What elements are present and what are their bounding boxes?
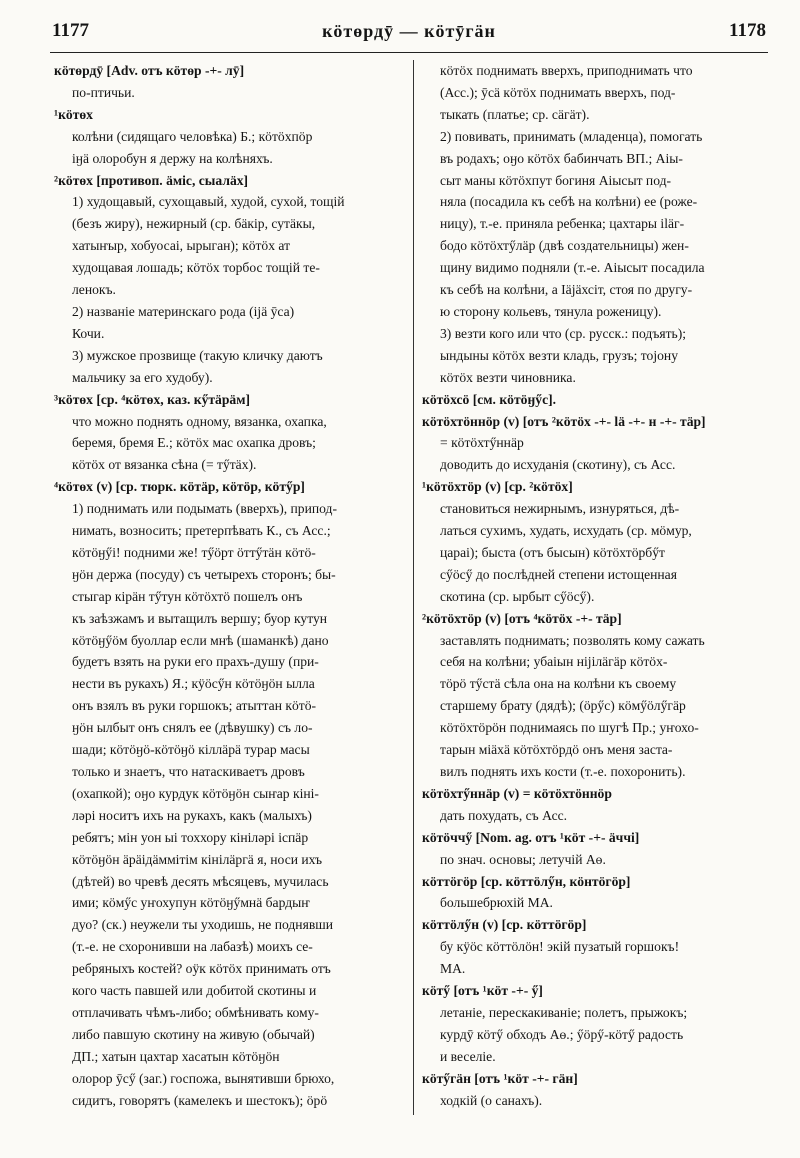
entry-headword-line: ⁴кӧтөх (v) [ср. тюрк. кӧтӓр, кӧтӧр, кӧтӳр] <box>54 479 305 495</box>
entry-text-line: ӈӧн держа (посуду) съ четырехъ сторонъ; бы- <box>72 566 336 582</box>
entry-text-line: латься сухимъ, худать, исхудать (ср. мӧмур, <box>440 523 692 539</box>
entry-text-line: дать похудать, съ Асс. <box>440 807 568 823</box>
entry-text-line: кӧтӧӈӳӧм буоллар если мнѣ (шаманкѣ) дано <box>72 632 329 648</box>
entry-text-line: летаніе, перескакиваніе; полетъ, прыжокъ; <box>440 1004 688 1020</box>
entry-text-line: ходкій (о санахъ). <box>440 1092 543 1108</box>
entry-text-line: Кочи. <box>72 325 105 341</box>
entry-text-line: кого часть павшей или добитой скотины и <box>72 983 317 999</box>
entry-text-line: 3) везти кого или что (ср. русск.: подъять); <box>440 325 687 341</box>
entry-headword-line: кӧтӳ [отъ ¹кӧт -+- ӳ] <box>422 983 543 999</box>
entry-text-line: отплачивать чѣмъ-либо; обмѣнивать кому- <box>72 1004 319 1020</box>
entry-text-line: кӧтӧх поднимать вверхъ, приподнимать что <box>440 63 693 78</box>
entry-text-line: онъ взялъ въ руки горшокъ; атыттан кӧтӧ- <box>72 698 317 714</box>
entry-text-line: олорор ӯсӳ (заг.) госпожа, вынятивши брюхо, <box>72 1070 335 1086</box>
entry-headword-line: кӧттӧлӳн (v) [ср. кӧттӧгӧр] <box>422 917 587 933</box>
entry-text-line: доводить до исхуданія (скотину), съ Асс. <box>440 457 676 473</box>
entry-headword-line: кӧтӧччӳ [Nom. ag. отъ ¹кӧт -+- ӓччі] <box>422 829 640 845</box>
entry-text-line: что можно поднять одному, вязанка, охапка, <box>72 413 327 429</box>
entry-text-line: сӳӧсӳ до послѣдней степени истощенная <box>440 566 677 582</box>
entry-text-line: вилъ поднять ихъ кости (т.-е. похоронить). <box>440 764 686 779</box>
entry-headword-line: ³кӧтөх [ср. ⁴кӧтөх, каз. кӳтӓрӓм] <box>54 391 250 407</box>
right-column <box>422 60 776 1112</box>
entry-text-line: нести въ рукахъ) Я.; кӱӧсӳн кӧтӧӈӧн ылла <box>72 676 315 692</box>
entry-text-line: (безъ жиру), нежирный (ср. бӓкір, сутӓкы, <box>72 216 316 232</box>
entry-text-line: будетъ взять на руки его прахъ-душу (при- <box>72 654 319 670</box>
entry-text-line: скотина (ср. ырбыт сӳӧсӳ). <box>440 588 595 604</box>
entry-text-line: ребятъ; мін уон ыі тоххору кініләрі іспӓр <box>72 829 309 845</box>
entry-text-line: шади; кӧтӧӈӧ-кӧтӧӈӧ кіллӓрӓ турар масы <box>72 742 310 758</box>
entry-text-line: либо павшую скотину на живую (обычай) <box>72 1026 315 1042</box>
entry-text-line: ДП.; хатын цахтар хасатын кӧтӧӈӧн <box>72 1048 280 1064</box>
entry-text-line: щину видимо подняли (т.-е. Аіысыт посадила <box>440 260 705 276</box>
entry-text-line: въ родахъ; оӈо кӧтӧх бабинчать ВП.; Аіы- <box>440 150 683 166</box>
entry-headword-line: кӧттӧгӧр [ср. кӧттӧлӳн, кӧнтӧгӧр] <box>422 873 631 889</box>
entry-text-line: ӈӧн ылбыт онъ снялъ ее (дѣвушку) съ ло- <box>72 720 313 736</box>
entry-text-line: = кӧтӧхтӳннӓр <box>440 435 524 451</box>
entry-text-line: сыт маны кӧтӧхпут богиня Аіысыт под- <box>440 172 672 188</box>
entry-text-line: 2) повивать, принимать (младенца), помогать <box>440 128 703 144</box>
entry-headword-line: кӧтӧхтӳннӓр (v) = кӧтӧхтӧннӧр <box>422 785 612 801</box>
entry-text-line: (охапкой); оӈо курдук кӧтӧӈӧн сыҥар кіні- <box>72 785 319 801</box>
entry-headword-line: ¹кӧтӧхтӧр (v) [ср. ²кӧтӧх] <box>422 479 573 495</box>
entry-headword-line: кӧтӳгӓн [отъ ¹кӧт -+- гӓн] <box>422 1070 578 1086</box>
entry-text-line: худощавая лошадь; кӧтӧх торбос тощій те- <box>72 260 320 276</box>
entry-headword-line: ²кӧтӧхтӧр (v) [отъ ⁴кӧтӧх -+- тӓр] <box>422 610 622 626</box>
entry-text-line: стыгар кірӓн тӳтун кӧтӧхтӧ пошелъ онъ <box>72 588 303 604</box>
entry-text-line: кӧтӧх от вязанка сѣна (= тӳтӓх). <box>72 457 257 473</box>
entry-text-line: бодо кӧтӧхтӳлӓр (двѣ создательницы) жен- <box>440 238 689 254</box>
entry-text-line: ницу), т.-е. приняла ребенка; цахтары іläг- <box>440 216 685 232</box>
page-number-right: 1178 <box>729 20 766 41</box>
entry-headword-line: кӧтөрдӯ [Adv. отъ кӧтөр -+- лӯ] <box>54 63 245 78</box>
entry-text-line: тарын міӓхӓ кӧтӧхтӧрдӧ онъ меня застa- <box>440 742 673 758</box>
entry-text-line: только и знаетъ, что натаскиваетъ дровъ <box>72 764 305 779</box>
entry-text-line: цараі); быста (отъ бысын) кӧтӧхтӧрбӳт <box>440 544 665 560</box>
entry-text-line: 1) поднимать или подымать (вверхъ), припод- <box>72 501 338 517</box>
entry-text-line: къ заѣзжамъ и вытащилъ вершу; буор кутун <box>72 610 328 626</box>
entry-text-line: нимать, возносить; претерпѣвать К., съ Асс.; <box>72 523 331 539</box>
entry-text-line: ындыны кӧтӧх везти кладь, грузъ; тојону <box>440 347 678 363</box>
left-column <box>54 60 406 1112</box>
page-header <box>52 20 766 48</box>
entry-text-line: ләрі носитъ ихъ на рукахъ, какъ (малыхъ) <box>72 807 312 823</box>
entry-text-line: становиться нежирнымъ, изнуряться, дѣ- <box>440 501 680 517</box>
entry-text-line: кӧтӧхтӧрӧн поднимаясь по шугѣ Пр.; уҥохо- <box>440 720 699 736</box>
entry-text-line: (Асс.); ӯсӓ кӧтӧх поднимать вверхъ, под- <box>440 84 676 100</box>
entry-text-line: 3) мужское прозвище (такую кличку даютъ <box>72 347 323 363</box>
entry-text-line: къ себѣ на колѣни, а Іӓјӓхсіт, стоя по другу- <box>440 282 693 298</box>
entry-headword-line: кӧтӧхсӧ [см. кӧтӧӈӳс]. <box>422 391 557 407</box>
entry-text-line: (дѣтей) во чревѣ десять мѣсяцевъ, мучилась <box>72 873 329 889</box>
entry-text-line: МА. <box>440 961 466 977</box>
entry-text-line: беремя, бремя Е.; кӧтӧх мас охапка дровъ; <box>72 435 316 451</box>
entry-text-line: и веселіе. <box>440 1048 496 1064</box>
entry-text-line: няла (посадила къ себѣ на колѣни) ее (роже- <box>440 194 698 210</box>
entry-headword-line: ¹кӧтөх <box>54 106 93 122</box>
entry-text-line: тӧрӧ тӳстӓ сѣла она на колѣни къ своему <box>440 676 677 692</box>
header-rule <box>50 52 768 53</box>
entry-text-line: кӧтӧх везти чиновника. <box>440 369 576 385</box>
entry-headword-line: ²кӧтөх [противоп. ӓміс, сыалӓх] <box>54 172 249 188</box>
entry-text-line: 1) худощавый, сухощавый, худой, сухой, тощій <box>72 194 345 210</box>
entry-text-line: ими; кӧмӳс уҥохупун кӧтӧӈӳмнӓ бардыҥ <box>72 895 310 911</box>
entry-text-line: кӧтӧӈӧн ӓрӓідӓммітім кінілӓргӓ я, носи ихъ <box>72 851 322 867</box>
entry-text-line: ленокъ. <box>72 282 116 298</box>
entry-text-line: мальчику за его худобу). <box>72 369 213 385</box>
entry-text-line: сидитъ, говорятъ (камелекъ и шестокъ); ӧрӧ <box>72 1092 328 1108</box>
entry-text-line: заставлять поднимать; позволять кому сажать <box>440 632 705 648</box>
entry-text-line: іӈӓ олоробун я держу на колѣняхъ. <box>72 150 273 166</box>
entry-text-line: (т.-е. не схоронивши на лабазѣ) моихъ се- <box>72 939 313 955</box>
column-divider <box>413 60 414 1115</box>
entry-text-line: ребряныхъ костей? оӱк кӧтӧх принимать отъ <box>72 961 331 977</box>
entry-text-line: бу кӱӧс кӧттӧлӧн! экій пузатый горшокъ! <box>440 939 680 955</box>
entry-text-line: по знач. основы; летучій Аѳ. <box>440 851 606 867</box>
entry-text-line: кӧтӧӈӳі! подними же! тӳӧрт ӧттӳтӓн кӧтӧ- <box>72 544 316 560</box>
entry-text-line: ю сторону кольевъ, тянула роженицу). <box>440 303 662 319</box>
running-title: кӧтөрдӯ — кӧтӯгӓн <box>322 21 496 41</box>
entry-text-line: курдӯ кӧтӳ обходъ Аѳ.; ӳӧрӳ-кӧтӳ радость <box>440 1026 684 1042</box>
entry-text-line: колѣни (сидящаго человѣка) Б.; кӧтӧхпӧр <box>72 128 313 144</box>
entry-text-line: 2) названіе материнскаго рода (іјӓ ӯса) <box>72 303 295 319</box>
entry-headword-line: кӧтӧхтӧннӧр (v) [отъ ²кӧтӧх -+- lӓ -+- н -+- тӓр] <box>422 413 706 429</box>
entry-text-line: тыкать (платье; ср. сӓгӓт). <box>440 106 590 122</box>
entry-text-line: по-птичьи. <box>72 84 135 100</box>
page-number-left: 1177 <box>52 20 89 41</box>
entry-text-line: хатыҥыр, хобуосаі, ырыган); кӧтӧх ат <box>72 238 291 254</box>
entry-text-line: старшему брату (дядѣ); (ӧрӳс) кӧмӳӧлӳгӓр <box>440 698 686 714</box>
entry-text-line: себя на колѣни; убаіын ніјілӓгӓр кӧтӧх- <box>440 654 668 670</box>
entry-text-line: большебрюхій МА. <box>440 895 553 911</box>
entry-text-line: дуо? (ск.) неужели ты уходишь, не поднявши <box>72 917 333 933</box>
